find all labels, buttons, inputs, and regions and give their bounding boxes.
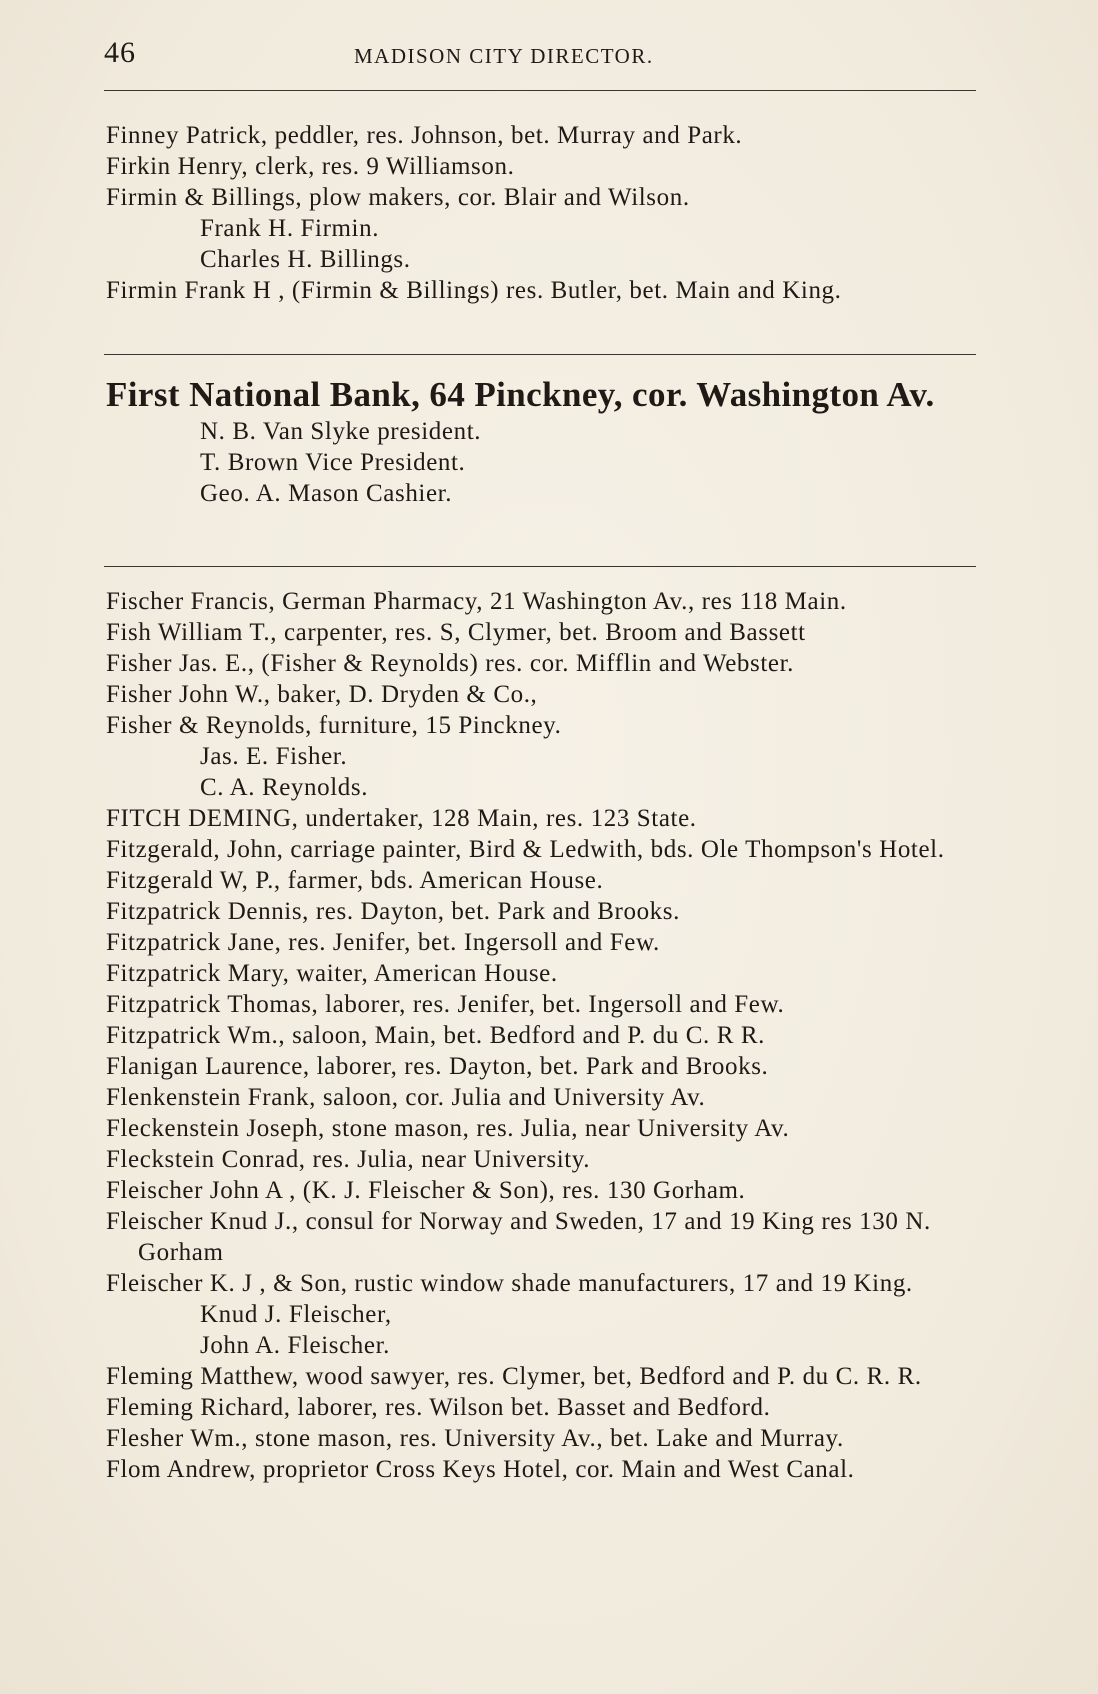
directory-entry: Fitzgerald, John, carriage painter, Bird & Ledwith, bds. Ole Thompson's Hotel.: [106, 836, 945, 863]
section-rule: [104, 354, 976, 355]
directory-entry: Fitzpatrick Jane, res. Jenifer, bet. Ingersoll and Few.: [106, 929, 660, 956]
header-rule: [104, 90, 976, 91]
directory-subentry: Knud J. Fleischer,: [200, 1301, 392, 1328]
directory-entry: Fitzpatrick Thomas, laborer, res. Jenifer, bet. Ingersoll and Few.: [106, 991, 785, 1018]
bank-title: First National Bank, 64 Pinckney, cor. Washington Av.: [106, 375, 935, 414]
directory-subentry: Frank H. Firmin.: [200, 215, 380, 242]
directory-entry: Fitzpatrick Wm., saloon, Main, bet. Bedford and P. du C. R R.: [106, 1022, 765, 1049]
directory-entry: Fleischer Knud J., consul for Norway and Sweden, 17 and 19 King res 130 N. Gorham: [106, 1208, 931, 1266]
directory-entry: Finney Patrick, peddler, res. Johnson, bet. Murray and Park.: [106, 122, 743, 149]
directory-entry: Fisher & Reynolds, furniture, 15 Pinckney.: [106, 712, 562, 739]
bank-advertisement: [106, 374, 986, 509]
directory-entry: Fleming Matthew, wood sawyer, res. Clymer, bet, Bedford and P. du C. R. R.: [106, 1363, 922, 1390]
section-c: [106, 586, 986, 1485]
directory-entry: Fisher Jas. E., (Fisher & Reynolds) res. cor. Mifflin and Webster.: [106, 650, 794, 677]
directory-entry: Fleming Richard, laborer, res. Wilson bet. Basset and Bedford.: [106, 1394, 771, 1421]
directory-entry: Fleckenstein Joseph, stone mason, res. Julia, near University Av.: [106, 1115, 790, 1142]
section-a: [106, 120, 986, 306]
directory-entry: Firkin Henry, clerk, res. 9 Williamson.: [106, 153, 515, 180]
directory-entry: Fleckstein Conrad, res. Julia, near University.: [106, 1146, 591, 1173]
directory-entry: Flesher Wm., stone mason, res. University Av., bet. Lake and Murray.: [106, 1425, 844, 1452]
directory-entry: Flanigan Laurence, laborer, res. Dayton, bet. Park and Brooks.: [106, 1053, 769, 1080]
directory-entry: Flom Andrew, proprietor Cross Keys Hotel, cor. Main and West Canal.: [106, 1456, 855, 1483]
directory-entry: Firmin & Billings, plow makers, cor. Blair and Wilson.: [106, 184, 690, 211]
directory-entry: Fischer Francis, German Pharmacy, 21 Washington Av., res 118 Main.: [106, 588, 847, 615]
directory-subentry: John A. Fleischer.: [200, 1332, 390, 1359]
directory-entry: Fleischer John A , (K. J. Fleischer & Son), res. 130 Gorham.: [106, 1177, 746, 1204]
directory-subentry: C. A. Reynolds.: [200, 774, 369, 801]
section-rule: [104, 566, 976, 567]
page-number: 46: [104, 36, 136, 69]
bank-officer: Geo. A. Mason Cashier.: [200, 480, 453, 507]
bank-officer: N. B. Van Slyke president.: [200, 418, 482, 445]
bank-officer: T. Brown Vice President.: [200, 449, 466, 476]
directory-entry: Firmin Frank H , (Firmin & Billings) res. Butler, bet. Main and King.: [106, 277, 842, 304]
directory-entry: Fitzpatrick Dennis, res. Dayton, bet. Park and Brooks.: [106, 898, 680, 925]
directory-entry: Fitzpatrick Mary, waiter, American House.: [106, 960, 558, 987]
directory-entry: Fish William T., carpenter, res. S, Clymer, bet. Broom and Bassett: [106, 619, 806, 646]
directory-entry: Flenkenstein Frank, saloon, cor. Julia and University Av.: [106, 1084, 706, 1111]
page-header: [104, 36, 984, 72]
directory-entry: FITCH DEMING, undertaker, 128 Main, res. 123 State.: [106, 805, 697, 832]
directory-subentry: Jas. E. Fisher.: [200, 743, 348, 770]
directory-subentry: Charles H. Billings.: [200, 246, 411, 273]
running-title: MADISON CITY DIRECTOR.: [354, 44, 654, 68]
directory-entry: Fleischer K. J , & Son, rustic window shade manufacturers, 17 and 19 King.: [106, 1270, 913, 1297]
directory-entry: Fitzgerald W, P., farmer, bds. American House.: [106, 867, 604, 894]
directory-entry: Fisher John W., baker, D. Dryden & Co.,: [106, 681, 538, 708]
